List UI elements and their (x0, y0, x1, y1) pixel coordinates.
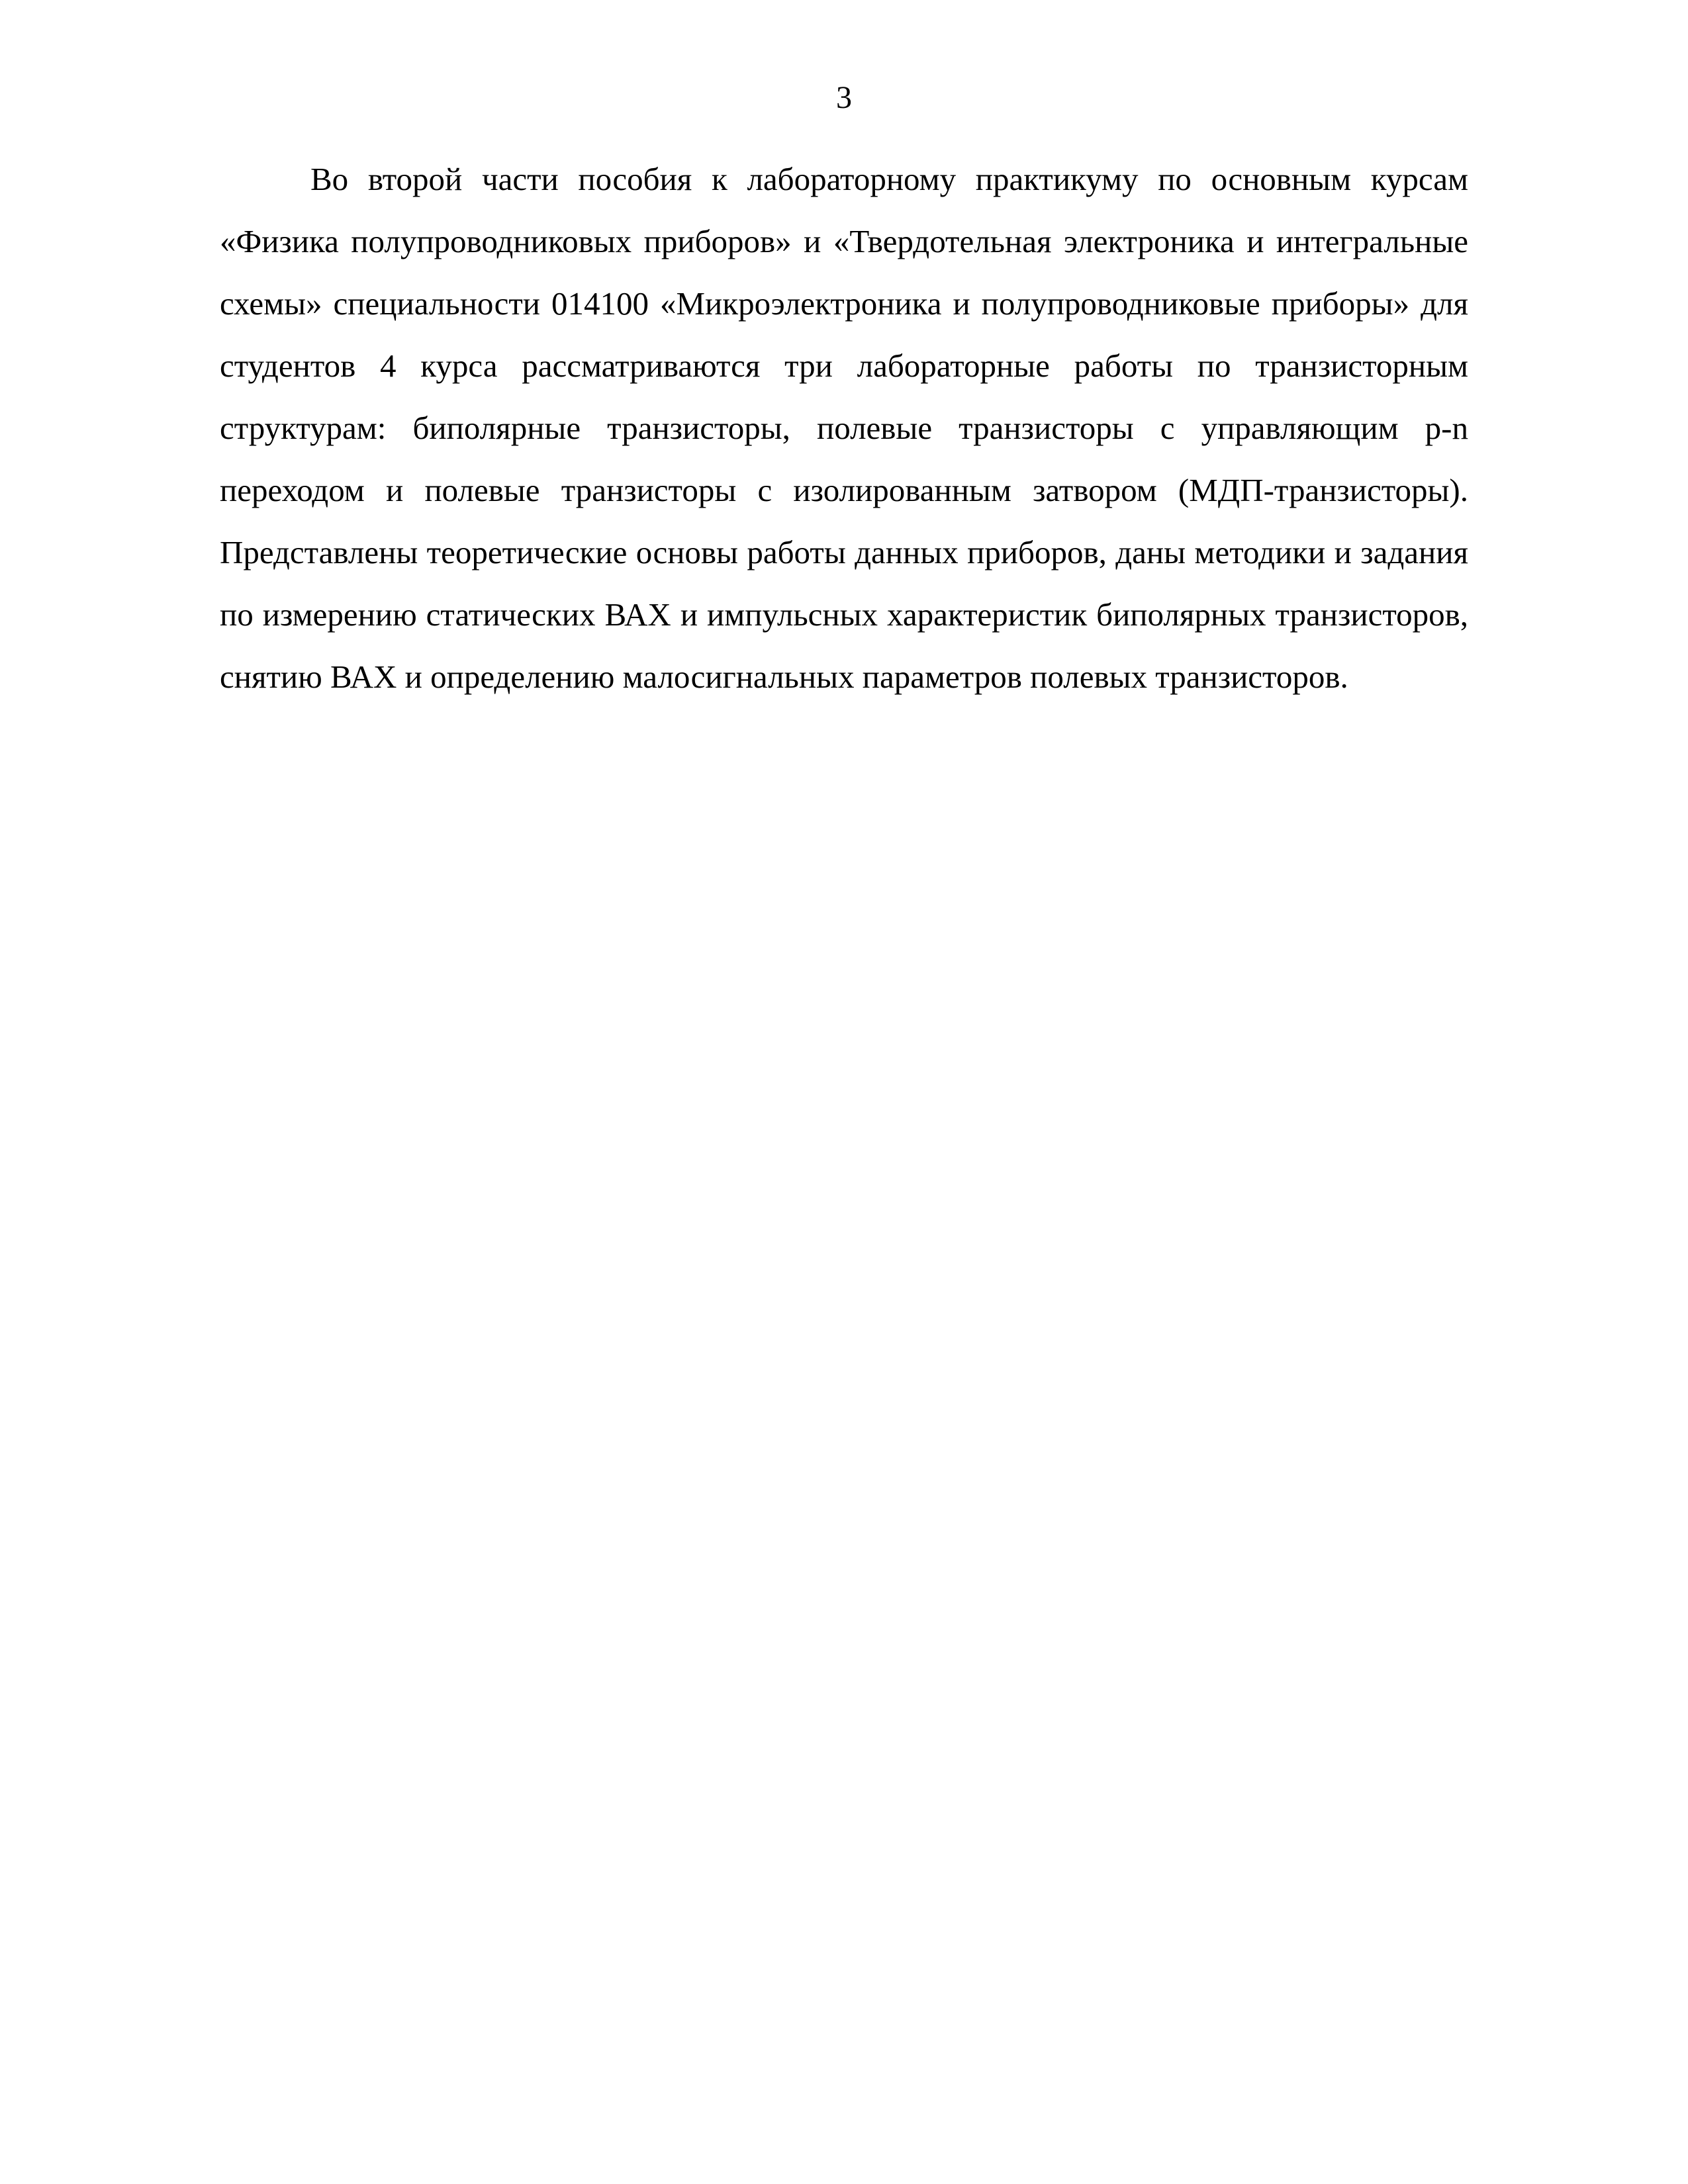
body-paragraph: Во второй части пособия к лабораторному практикуму по основным курсам «Физика полупроводниковых приборов» и «Твердотельная электроника и интегральные схемы» специальности 014100 «Микроэлектроника и полупроводниковые приборы» для студентов 4 курса рассматриваются три лабораторные работы по транзисторным структурам: биполярные транзисторы, полевые транзисторы с управляющим p-n переходом и полевые транзисторы с изолированным затвором (МДП-транзисторы). Представлены теоретические основы работы данных приборов, даны методики и задания по измерению статических ВАХ и импульсных характеристик биполярных транзисторов, снятию ВАХ и определению малосигнальных параметров полевых транзисторов. (220, 161, 1468, 695)
page-number: 3 (836, 80, 852, 115)
